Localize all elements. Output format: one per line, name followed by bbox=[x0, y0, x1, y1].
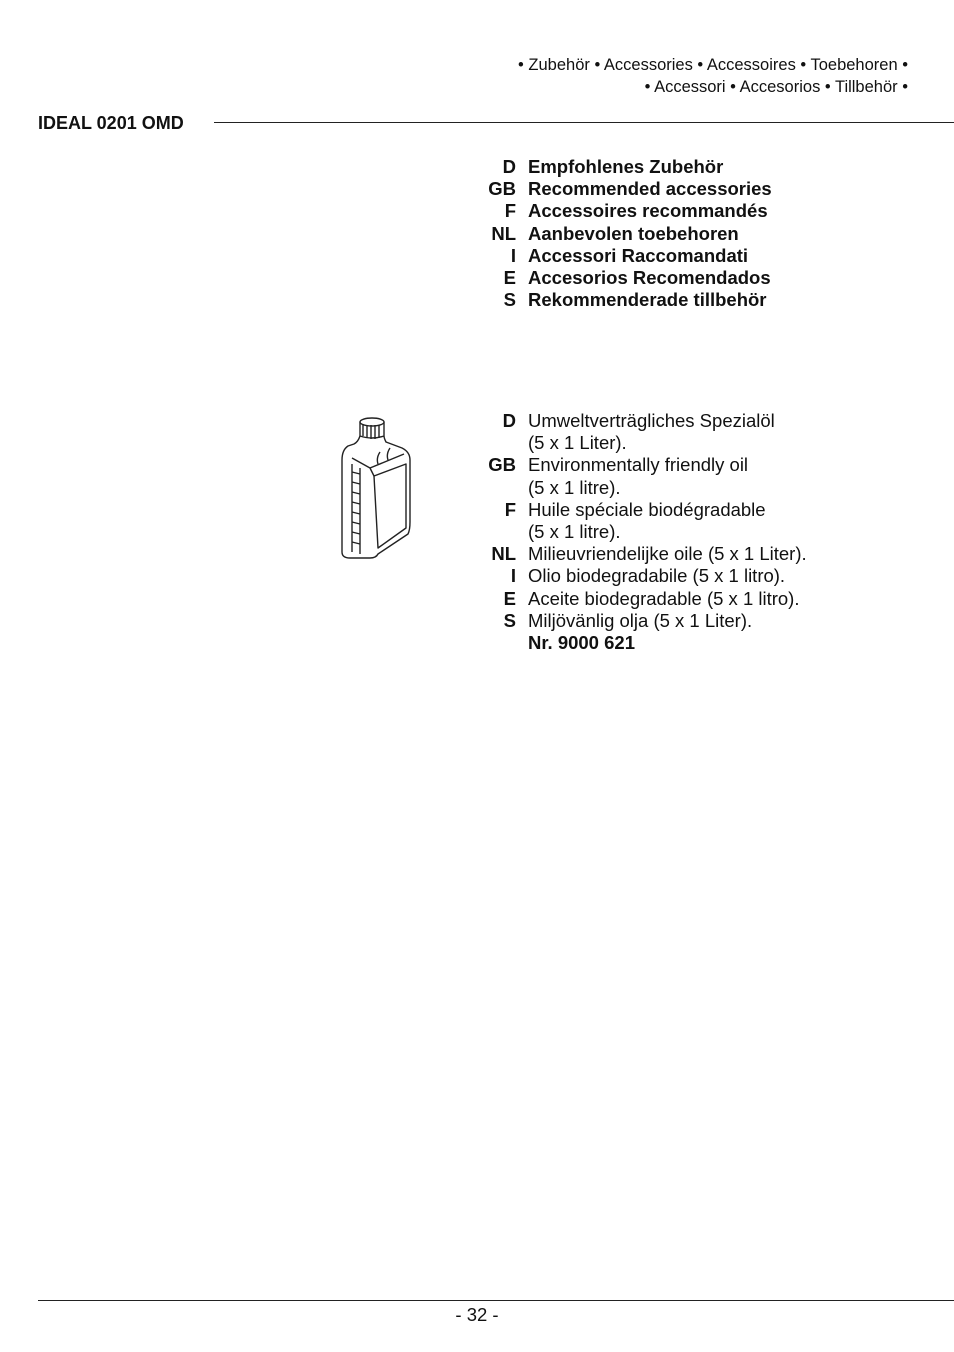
language-code: D bbox=[502, 156, 516, 177]
heading-text: Accessoires recommandés bbox=[528, 200, 768, 222]
language-code: GB bbox=[488, 454, 516, 476]
description-line bbox=[480, 499, 920, 521]
description-line bbox=[480, 477, 920, 499]
heading-row bbox=[480, 156, 920, 178]
description-text: (5 x 1 litre). bbox=[528, 476, 621, 498]
oil-bottle-icon bbox=[330, 412, 414, 562]
heading-row bbox=[480, 223, 920, 245]
heading-text: Accesorios Recomendados bbox=[528, 267, 771, 289]
description-text: Umweltverträgliches Spezialöl bbox=[528, 410, 775, 431]
heading-row bbox=[480, 178, 920, 200]
language-code: NL bbox=[491, 543, 516, 565]
heading-row bbox=[480, 200, 920, 222]
description-text: Environmentally friendly oil bbox=[528, 454, 749, 476]
description-text: Huile spéciale biodégradable bbox=[528, 498, 766, 520]
recommended-accessories-heading bbox=[480, 156, 920, 311]
description-line bbox=[480, 543, 920, 565]
footer-rule bbox=[38, 1300, 954, 1301]
header-rule bbox=[214, 122, 954, 123]
heading-text: Recommended accessories bbox=[528, 178, 772, 200]
language-code: GB bbox=[488, 178, 516, 200]
description-text: Milieuvriendelijke oile (5 x 1 Liter). bbox=[528, 543, 807, 565]
heading-row bbox=[480, 267, 920, 289]
page-number: - 32 - bbox=[455, 1304, 499, 1325]
language-code: S bbox=[503, 289, 516, 311]
description-line bbox=[480, 410, 920, 432]
language-code: NL bbox=[491, 222, 516, 244]
language-code: I bbox=[510, 565, 516, 587]
description-line bbox=[480, 432, 920, 454]
model-title: IDEAL 0201 OMD bbox=[38, 113, 184, 133]
description-line bbox=[480, 565, 920, 587]
language-code: I bbox=[510, 244, 516, 266]
language-code: F bbox=[504, 498, 516, 520]
language-code: F bbox=[504, 200, 516, 222]
description-text: Miljövänlig olja (5 x 1 Liter). bbox=[528, 609, 753, 631]
heading-text: Aanbevolen toebehoren bbox=[528, 222, 739, 244]
language-code: E bbox=[503, 587, 516, 609]
heading-text: Rekommenderade tillbehör bbox=[528, 289, 767, 311]
oil-accessory-description bbox=[480, 410, 920, 654]
description-line bbox=[480, 610, 920, 632]
heading-text: Empfohlenes Zubehör bbox=[528, 156, 724, 177]
description-text: Aceite biodegradable (5 x 1 litro). bbox=[528, 587, 800, 609]
description-text: (5 x 1 Liter). bbox=[528, 432, 627, 454]
header-languages-line-2: • Accessori • Accesorios • Tillbehör • bbox=[644, 78, 908, 96]
description-line bbox=[480, 521, 920, 543]
description-text: Olio biodegradabile (5 x 1 litro). bbox=[528, 565, 786, 587]
description-line bbox=[480, 588, 920, 610]
description-text: (5 x 1 litre). bbox=[528, 521, 621, 543]
language-code: S bbox=[503, 609, 516, 631]
description-line bbox=[480, 454, 920, 476]
heading-text: Accessori Raccomandati bbox=[528, 244, 749, 266]
header-languages-line-1: • Zubehör • Accessories • Accessoires • Toebehoren • bbox=[518, 56, 908, 74]
part-number: Nr. 9000 621 bbox=[528, 632, 635, 654]
language-code: D bbox=[502, 410, 516, 431]
language-code: E bbox=[503, 267, 516, 289]
heading-row bbox=[480, 245, 920, 267]
heading-row bbox=[480, 289, 920, 311]
